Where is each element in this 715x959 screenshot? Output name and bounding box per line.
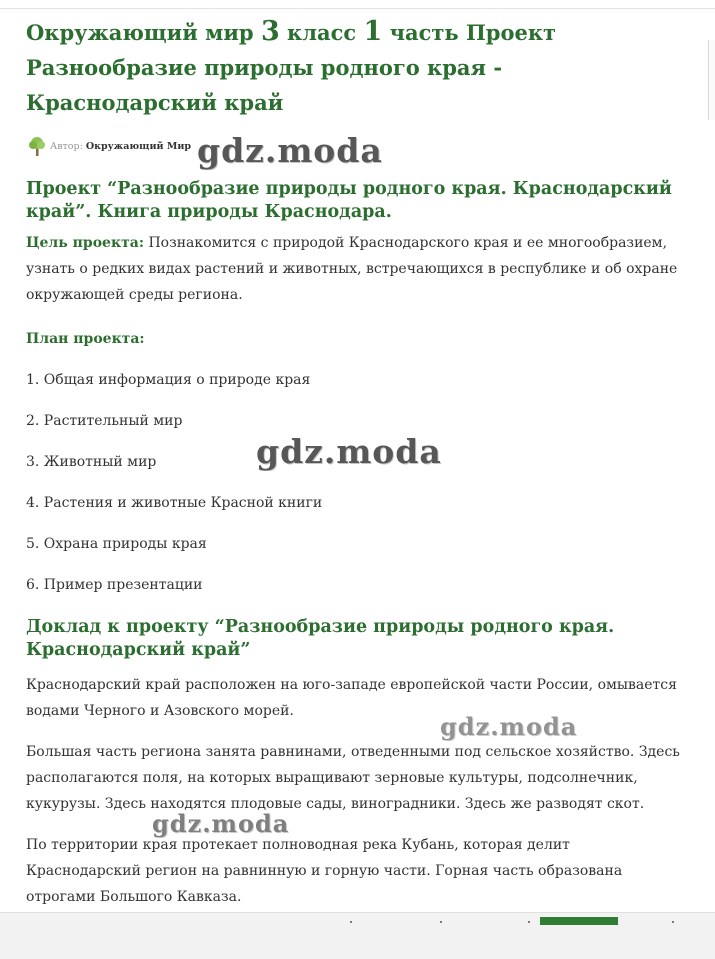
watermark: gdz.moda	[152, 809, 290, 838]
plan-item: 2. Растительный мир	[26, 413, 183, 429]
plan-list	[26, 367, 686, 598]
plan-item: 6. Пример презентации	[26, 577, 203, 593]
plan-item: 4. Растения и животные Красной книги	[26, 495, 323, 511]
plan-item: 3. Животный мир	[26, 454, 157, 470]
bottom-bar	[0, 912, 715, 959]
goal-text: Познакомится с природой Краснодарского края и ее многообразием, узнать о редких видах растений и животных, встречающихся в республике и об охране окружающей среды региона.	[26, 235, 678, 303]
bar-dot	[350, 921, 352, 923]
bar-dot	[440, 921, 442, 923]
bar-dot	[528, 921, 530, 923]
goal-label: Цель проекта:	[26, 235, 144, 251]
bar-dot	[672, 921, 674, 923]
project-goal	[26, 230, 686, 308]
plan-item: 5. Охрана природы края	[26, 536, 207, 552]
side-edge	[708, 40, 715, 120]
plan-item: 1. Общая информация о природе края	[26, 372, 311, 388]
page-title: Окружающий мир 3 класс 1 часть Проект Разнообразие природы родного края - Краснодарский край	[26, 16, 557, 115]
author-link[interactable]: Окружающий Мир	[85, 140, 192, 152]
report-paragraph: По территории края протекает полноводная река Кубань, которая делит Краснодарский регион на равнинную и горную части. Горная часть образована отрогами Большого Кавказа.	[26, 837, 623, 905]
bottom-green-tab[interactable]	[540, 917, 618, 925]
report-paragraph: Краснодарский край расположен на юго-западе европейской части России, омывается водами Черного и Азовского морей.	[26, 677, 677, 719]
watermark: gdz.moda	[256, 432, 442, 471]
author-prefix: Автор:	[50, 140, 83, 152]
section-heading-report: Доклад к проекту “Разнообразие природы родного края. Краснодарский край”	[26, 617, 615, 660]
report-paragraph: Большая часть региона занята равнинами, отведенными под сельское хозяйство. Здесь располагаются поля, на которых выращивают зерновые культуры, подсолнечник, кукурузы. Здесь находятся плодовые сады, виноградники. Здесь же разводят скот.	[26, 744, 680, 812]
tree-icon	[26, 135, 48, 157]
watermark: gdz.moda	[197, 131, 383, 170]
top-divider	[0, 8, 715, 9]
section-heading-project: Проект “Разнообразие природы родного края. Краснодарский край”. Книга природы Краснодара.	[26, 179, 672, 222]
watermark: gdz.moda	[440, 712, 578, 741]
plan-label: План проекта:	[26, 331, 145, 347]
